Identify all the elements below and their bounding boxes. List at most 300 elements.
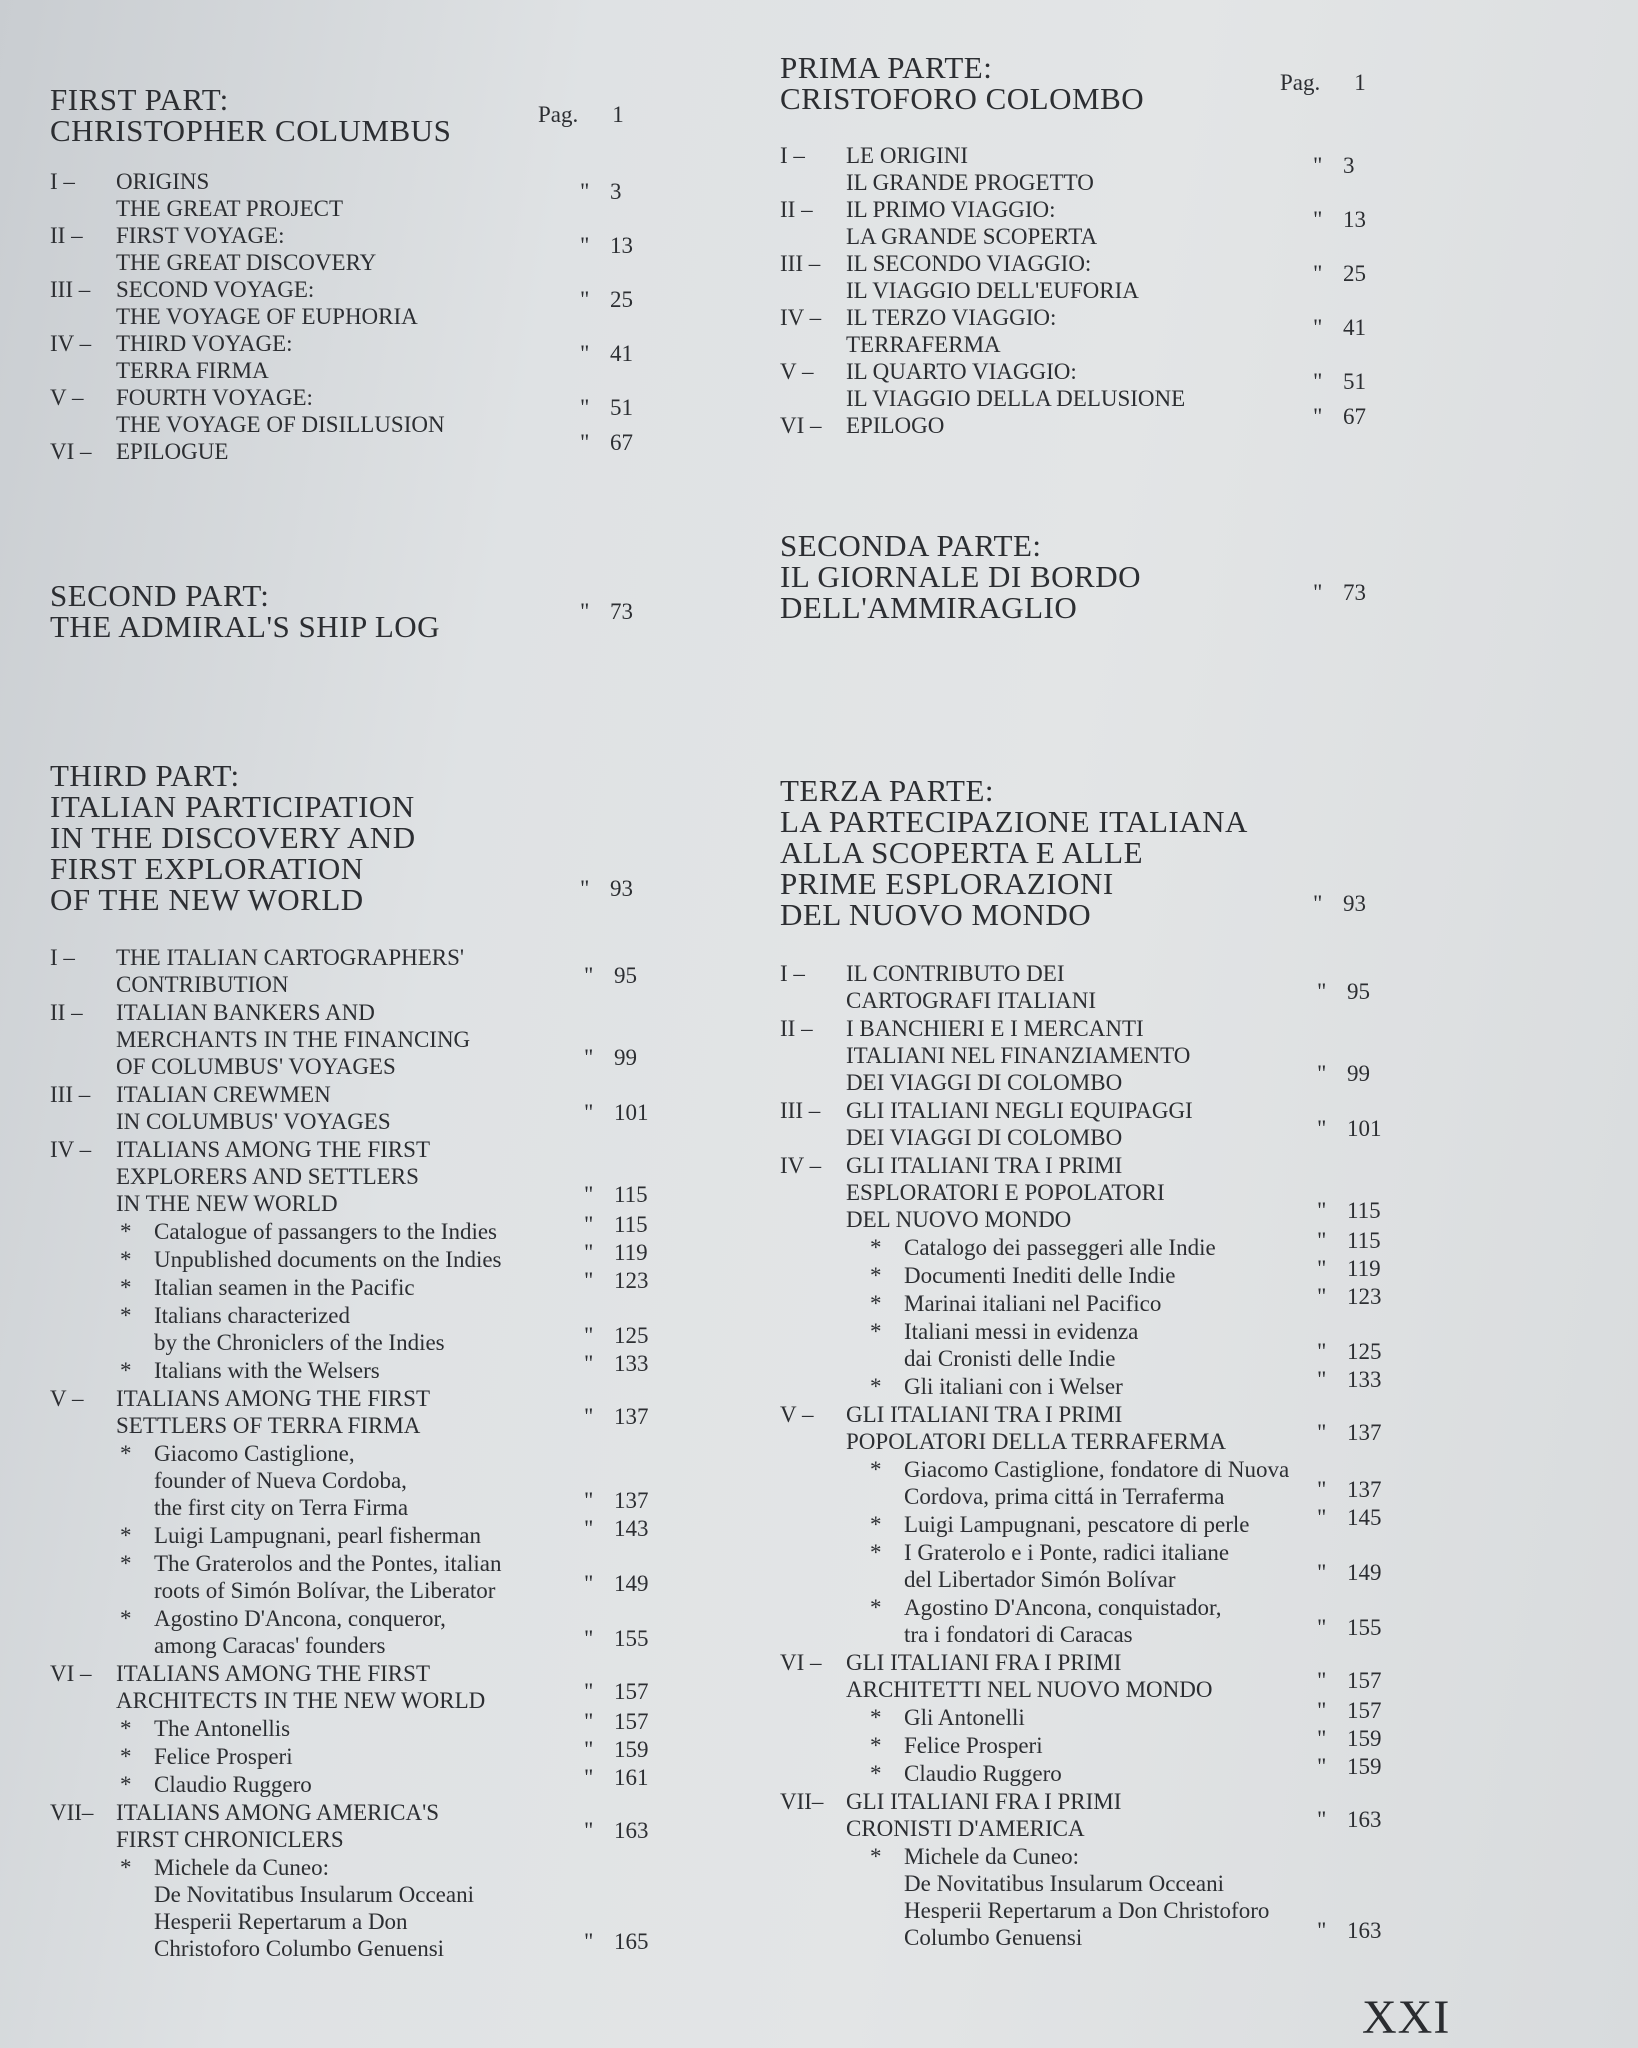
chapter-title-line: GLI ITALIANI TRA I PRIMI [846,1153,1123,1178]
page-number: 41 [610,340,633,366]
chapter-title-line: DEI VIAGGI DI COLOMBO [846,1125,1123,1150]
chapter-title-line: LE ORIGINI [846,143,968,168]
subsection-title-line: Agostino D'Ancona, conquistador, [904,1595,1222,1620]
chapter-title-line: GLI ITALIANI TRA I PRIMI [846,1402,1123,1427]
subsection-title-line: founder of Nueva Cordoba, [154,1468,407,1493]
ditto-mark: " [584,1268,594,1293]
chapter-title-line: I BANCHIERI E I MERCANTI [846,1016,1144,1041]
sub-marker: * [120,1275,132,1300]
page-reference [1313,369,1366,395]
chapter-title-line: TERRA FIRMA [116,358,269,383]
page-reference [1317,1505,1382,1531]
page-number: 163 [1347,1807,1382,1832]
page-number: 157 [614,1679,649,1704]
page-reference [1313,580,1366,606]
chapter-title-line: DEI VIAGGI DI COLOMBO [846,1070,1123,1095]
part-title-line: OF THE NEW WORLD [50,882,364,917]
sub-marker: * [870,1512,882,1537]
page-reference [584,963,637,989]
chapter-title [846,960,1096,1014]
page-reference [580,179,622,205]
ditto-mark: " [580,430,590,455]
ditto-mark: " [1313,891,1323,916]
page-number: 93 [1343,891,1366,916]
subsection-title-line: the first city on Terra Firma [154,1495,409,1520]
chapter-title-line: ITALIANS AMONG THE FIRST [116,1137,430,1162]
subsection-title-line: Gli italiani con i Welser [904,1374,1123,1399]
page-reference [1317,1668,1382,1694]
subsection-title-line: Hesperii Repertarum a Don [154,1909,408,1934]
ditto-mark: " [584,1818,594,1843]
page-number: 51 [1343,368,1366,394]
chapter-title-line: CRONISTI D'AMERICA [846,1816,1085,1841]
chapter-title-line: ITALIANS AMONG THE FIRST [116,1386,430,1411]
chapter-numeral: II – [50,223,83,248]
sub-marker: * [870,1844,882,1869]
page-number: 123 [1347,1284,1382,1309]
subsection-title-line: Claudio Ruggero [904,1761,1062,1786]
chapter-numeral: II – [50,1000,83,1025]
page-number: 143 [614,1516,649,1541]
part-title-line: ITALIAN PARTICIPATION [50,789,415,824]
chapter-title [846,1152,1165,1233]
chapter-title-line: THE VOYAGE OF DISILLUSION [116,412,445,437]
chapter-title-line: FIRST CHRONICLERS [116,1827,344,1852]
ditto-mark: " [1317,1615,1327,1640]
ditto-mark: " [1317,1284,1327,1309]
page-reference [1317,1477,1382,1503]
sub-marker: * [120,1744,132,1769]
subsection-title-line: Giacomo Castiglione, fondatore di Nuova [904,1457,1290,1482]
page-number: 41 [1343,314,1366,340]
chapter-title [116,1385,430,1439]
subsection-title-line: Luigi Lampugnani, pearl fisherman [154,1523,482,1548]
chapter-numeral: IV – [50,331,92,356]
page-number: 161 [614,1765,649,1790]
part-title-line: IL GIORNALE DI BORDO [780,559,1142,594]
page-number: 13 [610,232,633,258]
ditto-mark: " [584,1929,594,1954]
subsection-title [904,1539,1229,1593]
subsection-title [154,1605,446,1659]
part-title-line: PRIMA PARTE: [780,50,993,85]
page-reference [1313,153,1355,179]
page-number: 101 [1347,1116,1382,1141]
page-reference [584,1765,649,1791]
page-reference [580,395,633,421]
page-reference [580,876,633,902]
chapter-title [846,1788,1121,1842]
page-number: 163 [614,1818,649,1843]
page-number: 165 [614,1929,649,1954]
chapter-title-line: IL VIAGGIO DELL'EUFORIA [846,278,1139,303]
ditto-mark: " [584,1679,594,1704]
page-reference [1317,1807,1382,1833]
subsection-title-line: Italians with the Welsers [154,1358,380,1383]
subsection-title-line: Felice Prosperi [154,1744,293,1769]
subsection-title [154,1246,502,1273]
part-title-line: ALLA SCOPERTA E ALLE [780,835,1144,870]
ditto-mark: " [1313,152,1323,178]
page-number: 25 [610,286,633,312]
chapter-title-line: SETTLERS OF TERRA FIRMA [116,1413,421,1438]
part-title-line: IN THE DISCOVERY AND [50,820,416,855]
ditto-mark: " [580,340,590,366]
part-title-line: LA PARTECIPAZIONE ITALIANA [780,804,1248,839]
page-number: 95 [614,963,637,988]
page-number: 137 [614,1404,649,1429]
ditto-mark: " [1317,1116,1327,1141]
chapter-title [116,1660,485,1714]
chapter-numeral: VII– [780,1789,824,1814]
page-number: 137 [614,1488,649,1513]
subsection-title-line: Michele da Cuneo: [154,1855,330,1880]
part-two-title [780,530,1420,623]
chapter-numeral: VI – [50,1661,92,1686]
part-title-line: THE ADMIRAL'S SHIP LOG [50,609,441,644]
chapter-title-line: THE GREAT DISCOVERY [116,250,377,275]
sub-marker: * [120,1303,132,1328]
chapter-title-line: IN THE NEW WORLD [116,1191,338,1216]
chapter-title [116,384,445,438]
sub-marker: * [870,1291,882,1316]
part-title-line: CRISTOFORO COLOMBO [780,81,1145,116]
chapter-numeral: III – [780,1098,821,1123]
subsection-title-line: Claudio Ruggero [154,1772,312,1797]
ditto-mark: " [584,1045,594,1070]
ditto-mark: " [580,178,590,204]
page-number: 159 [614,1737,649,1762]
ditto-mark: " [1317,1198,1327,1223]
page-reference [580,430,633,456]
ditto-mark: " [1317,1668,1327,1693]
page-reference [584,1929,649,1955]
ditto-mark: " [584,1351,594,1376]
page-reference [584,1709,649,1735]
subsection-title [904,1511,1250,1538]
part-title-line: DELL'AMMIRAGLIO [780,590,1078,625]
page-number: 3 [1343,152,1355,178]
sub-marker: * [870,1761,882,1786]
page-number: 137 [1347,1420,1382,1445]
subsection-title-line: Agostino D'Ancona, conqueror, [154,1606,446,1631]
subsection-title [904,1760,1062,1787]
chapter-title-line: ITALIAN CREWMEN [116,1082,331,1107]
page-number: 1 [1354,70,1366,95]
page-reference [1317,1754,1382,1780]
ditto-mark: " [584,1765,594,1790]
ditto-mark: " [584,1404,594,1429]
page-reference [584,1404,649,1430]
sub-marker: * [120,1441,132,1466]
page-reference [1313,207,1366,233]
chapter-numeral: V – [780,1402,814,1427]
subsection-title [154,1550,501,1604]
chapter-numeral: VI – [780,413,822,438]
part-title-line: DEL NUOVO MONDO [780,897,1092,932]
page-reference [1317,1284,1382,1310]
chapter-numeral: I – [780,143,805,168]
ditto-mark: " [584,1709,594,1734]
ditto-mark: " [584,1488,594,1513]
ditto-mark: " [580,286,590,312]
page-reference [1313,261,1366,287]
ditto-mark: " [584,1626,594,1651]
page-reference [1317,979,1370,1005]
chapter-title [116,438,228,465]
chapter-title-line: CARTOGRAFI ITALIANI [846,988,1096,1013]
ditto-mark: " [584,1516,594,1541]
sub-marker: * [120,1606,132,1631]
page-reference [584,1488,649,1514]
ditto-mark: " [1317,1256,1327,1281]
part-title-line: THIRD PART: [50,758,240,793]
ditto-mark: " [1317,1420,1327,1445]
subsection-title-line: Columbo Genuensi [904,1925,1083,1950]
subsection-title-line: Catalogue of passangers to the Indies [154,1219,497,1244]
subsection-title-line: Luigi Lampugnani, pescatore di perle [904,1512,1250,1537]
chapter-numeral: VI – [780,1650,822,1675]
chapter-title-line: IL SECONDO VIAGGIO: [846,251,1092,276]
subsection-title-line: Italians characterized [154,1303,351,1328]
chapter-numeral: I – [780,961,805,986]
page-number: 25 [1343,260,1366,286]
page-reference [584,1737,649,1763]
sub-marker: * [870,1705,882,1730]
page-reference [1317,1560,1382,1586]
subsection-title-line: del Libertador Simón Bolívar [904,1567,1176,1592]
chapter-title-line: ITALIANS AMONG AMERICA'S [116,1800,440,1825]
ditto-mark: " [1317,1228,1327,1253]
subsection-title [154,1302,445,1356]
subsection-title [154,1771,312,1798]
part-title-line: FIRST PART: [50,82,229,117]
chapter-numeral: III – [50,277,91,302]
chapter-title [116,168,343,222]
chapter-title-line: EPILOGUE [116,439,229,464]
chapter-title-line: THIRD VOYAGE: [116,331,293,356]
ditto-mark: " [580,232,590,258]
chapter-title-line: IL VIAGGIO DELLA DELUSIONE [846,386,1186,411]
page-reference [1317,1116,1382,1142]
page-number: 119 [614,1240,648,1265]
chapter-title [846,250,1139,304]
ditto-mark: " [1313,404,1323,429]
ditto-mark: " [584,1240,594,1265]
chapter-title-line: EPILOGO [846,413,945,438]
page-number: 149 [1347,1560,1382,1585]
page-number: 101 [614,1100,649,1125]
subsection-title-line: Italian seamen in the Pacific [154,1275,415,1300]
chapter-title [116,276,418,330]
subsection-title-line: Italiani messi in evidenza [904,1319,1139,1344]
page-number: 51 [610,394,633,420]
page-number: 137 [1347,1477,1382,1502]
chapter-title [116,1799,439,1853]
chapter-title-line: THE GREAT PROJECT [116,196,344,221]
chapter-numeral: III – [780,251,821,276]
page-number: 149 [614,1571,649,1596]
chapter-title [116,999,470,1080]
ditto-mark: " [584,1212,594,1237]
ditto-mark: " [1313,368,1323,394]
subsection-title-line: De Novitatibus Insularum Occeani [154,1882,474,1907]
chapter-title [846,142,1094,196]
page-number: 115 [1347,1228,1381,1253]
page-reference [584,1100,649,1126]
subsection-title [154,1743,293,1770]
ditto-mark: " [1317,979,1327,1004]
ditto-mark: " [1317,1807,1327,1832]
page-reference [584,1182,648,1208]
page-reference [584,1626,649,1652]
chapter-title-line: MERCHANTS IN THE FINANCING [116,1027,471,1052]
page-number: 157 [1347,1698,1382,1723]
page-reference [1317,1420,1382,1446]
chapter-numeral: II – [780,197,813,222]
chapter-title [116,1081,391,1135]
subsection-title-line: Christoforo Columbo Genuensi [154,1936,445,1961]
chapter-title [116,330,293,384]
page-number: 93 [610,876,633,901]
subsection-title [154,1715,290,1742]
part-title-line: TERZA PARTE: [780,773,994,808]
subsection-title [154,1440,408,1521]
part-title-line: SECONDA PARTE: [780,528,1042,563]
subsection-title-line: De Novitatibus Insularum Occeani [904,1871,1224,1896]
sub-marker: * [120,1855,132,1880]
page-number: 13 [1343,206,1366,232]
chapter-title [116,1136,430,1217]
page-number: 73 [610,599,633,624]
chapter-title-line: THE ITALIAN CARTOGRAPHERS' [116,945,465,970]
page-number: 123 [614,1268,649,1293]
ditto-mark: " [580,876,590,901]
chapter-title-line: GLI ITALIANI NEGLI EQUIPAGGI [846,1098,1193,1123]
ditto-mark: " [1313,580,1323,605]
page-number: 125 [1347,1339,1382,1364]
subsection-title [904,1732,1043,1759]
subsection-title-line: among Caracas' founders [154,1633,386,1658]
subsection-title-line: Michele da Cuneo: [904,1844,1080,1869]
chapter-title-line: ARCHITETTI NEL NUOVO MONDO [846,1677,1213,1702]
ditto-mark: " [584,1100,594,1125]
part-title-line: FIRST EXPLORATION [50,851,364,886]
chapter-numeral: V – [50,1386,84,1411]
page-reference [584,1268,649,1294]
ditto-mark: " [580,599,590,624]
subsection-title [904,1262,1175,1289]
page-reference [1317,1698,1382,1724]
ditto-mark: " [584,1182,594,1207]
page-number: 67 [610,430,633,455]
page-reference [584,1351,649,1377]
chapter-numeral: VI – [50,439,92,464]
chapter-title-line: GLI ITALIANI FRA I PRIMI [846,1650,1122,1675]
chapter-title-line: IL GRANDE PROGETTO [846,170,1094,195]
page-reference [584,1679,649,1705]
page-number: 1 [612,102,624,127]
chapter-title [846,1401,1226,1455]
chapter-title-line: POPOLATORI DELLA TERRAFERMA [846,1429,1226,1454]
part-title-line: PRIME ESPLORAZIONI [780,866,1114,901]
subsection-title-line: Catalogo dei passeggeri alle Indie [904,1235,1216,1260]
pag-reference [538,102,652,128]
chapter-numeral: IV – [50,1137,92,1162]
page-number: 99 [614,1045,637,1070]
chapter-title [116,944,464,998]
chapter-numeral: V – [50,385,84,410]
sub-marker: * [120,1247,132,1272]
ditto-mark: " [1317,1698,1327,1723]
subsection-title-line: roots of Simón Bolívar, the Liberator [154,1578,496,1603]
ditto-mark: " [580,394,590,420]
ditto-mark: " [1317,1505,1327,1530]
page-reference [584,1516,649,1542]
page-number: 159 [1347,1754,1382,1779]
page-reference [1313,891,1366,917]
part-title-line: CHRISTOPHER COLUMBUS [50,113,452,148]
page-reference [1317,1198,1381,1224]
chapter-title-line: THE VOYAGE OF EUPHORIA [116,304,418,329]
pag-label: Pag. [538,102,579,127]
chapter-title-line: OF COLUMBUS' VOYAGES [116,1054,396,1079]
subsection-title-line: dai Cronisti delle Indie [904,1346,1116,1371]
chapter-numeral: V – [780,359,814,384]
chapter-title-line: FOURTH VOYAGE: [116,385,313,410]
part-two-title [50,580,670,642]
ditto-mark: " [1313,206,1323,232]
subsection-title [904,1373,1123,1400]
chapter-title-line: IN COLUMBUS' VOYAGES [116,1109,391,1134]
page-number: 163 [1347,1918,1382,1943]
ditto-mark: " [1313,314,1323,340]
subsection-title-line: Giacomo Castiglione, [154,1441,355,1466]
subsection-title [904,1234,1216,1261]
sub-marker: * [870,1263,882,1288]
chapter-numeral: III – [50,1082,91,1107]
sub-marker: * [120,1551,132,1576]
ditto-mark: " [584,1571,594,1596]
sub-marker: * [870,1595,882,1620]
chapter-title-line: SECOND VOYAGE: [116,277,315,302]
chapter-title-line: ITALIAN BANKERS AND [116,1000,375,1025]
chapter-title-line: DEL NUOVO MONDO [846,1207,1072,1232]
pag-label: Pag. [1280,70,1321,95]
chapter-title-line: ITALIANI NEL FINANZIAMENTO [846,1043,1191,1068]
sub-marker: * [120,1772,132,1797]
chapter-numeral: IV – [780,305,822,330]
chapter-title-line: IL TERZO VIAGGIO: [846,305,1057,330]
page-number: 115 [614,1182,648,1207]
page-number: 125 [614,1323,649,1348]
ditto-mark: " [1313,260,1323,286]
ditto-mark: " [584,1737,594,1762]
chapter-title-line: FIRST VOYAGE: [116,223,285,248]
page-number: 73 [1343,580,1366,605]
page-reference [580,599,633,625]
page-reference [584,1240,648,1266]
subsection-title-line: Gli Antonelli [904,1705,1025,1730]
page-number: 3 [610,178,622,204]
page-reference [1317,1615,1382,1641]
ditto-mark: " [1317,1726,1327,1751]
subsection-title-line: tra i fondatori di Caracas [904,1622,1133,1647]
ditto-mark: " [1317,1560,1327,1585]
chapter-title [846,412,944,439]
ditto-mark: " [584,1323,594,1348]
page-number: 145 [1347,1505,1382,1530]
